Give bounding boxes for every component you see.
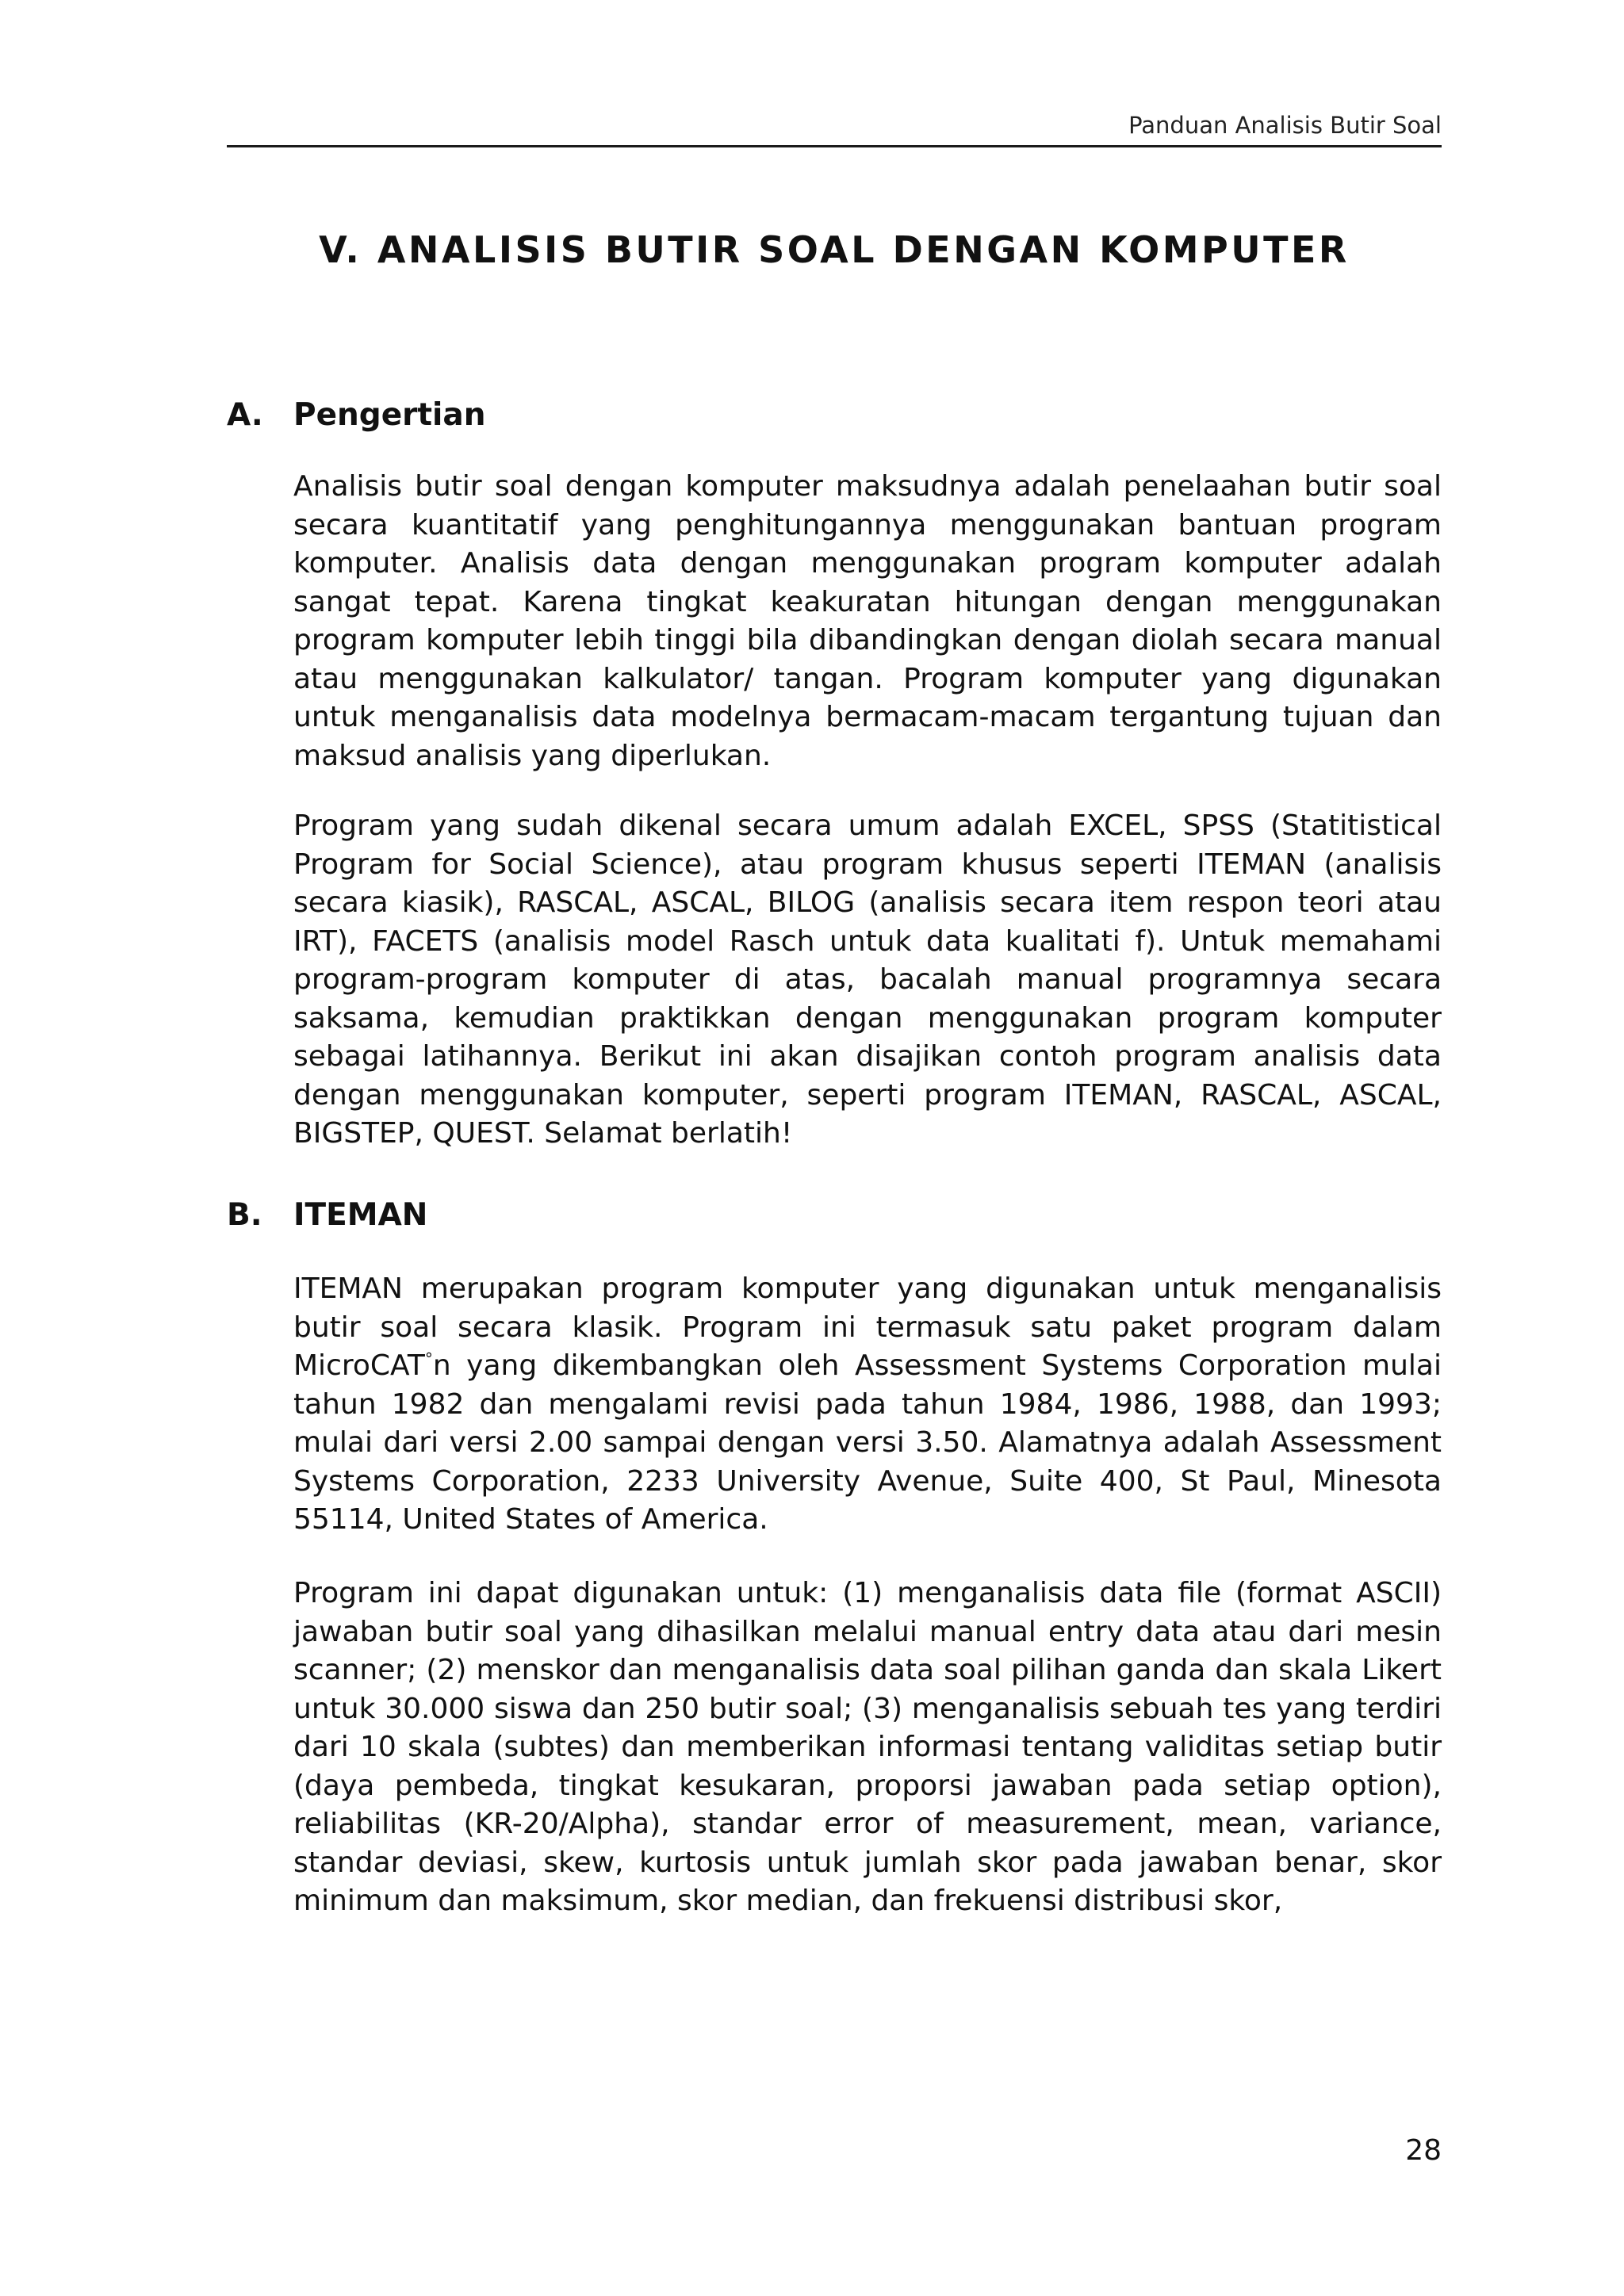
section-letter: B. [227,1197,262,1233]
paragraph-pengertian-2: Program yang sudah dikenal secara umum adalah EXCEL, SPSS (Statitistical Program for Social Science), atau program khusus seperti ITEMAN (analisis secara kiasik), RASCAL, ASCAL, BILOG (analisis secara item respon teori atau IRT), FACETS (analisis model Rasch untuk data kualitati f). Untuk memahami program-program komputer di atas, bacalah manual programnya secara saksama, kemudian praktikkan dengan menggunakan program komputer sebagai latihannya. Berikut ini akan disajikan contoh program analisis data dengan menggunakan komputer, seperti program ITEMAN, RASCAL, ASCAL, BIGSTEP, QUEST. Selamat berlatih! [293,809,1442,1150]
paragraph-text: ITEMAN merupakan program komputer yang digunakan untuk menganalisis butir soal secara klasik. Program ini termasuk satu paket program dalam MicroCAT [293,1272,1442,1382]
section-title: Pengertian [293,397,486,433]
chapter-title: V. ANALISIS BUTIR SOAL DENGAN KOMPUTER [319,228,1350,271]
page-number: 28 [1405,2134,1442,2167]
paragraph-iteman-1 [293,1270,1442,1540]
superscript-mark: ° [424,1349,433,1368]
paragraph-pengertian-1: Analisis butir soal dengan komputer maksudnya adalah penelaahan butir soal secara kuantitatif yang penghitungannya menggunakan bantuan program komputer. Analisis data dengan menggunakan program komputer adalah sangat tepat. Karena tingkat keakuratan hitungan dengan menggunakan program komputer lebih tinggi bila dibandingkan dengan diolah secara manual atau menggunakan kalkulator/ tangan. Program komputer yang digunakan untuk menganalisis data modelnya bermacam-macam tergantung tujuan dan maksud analisis yang diperlukan. [293,470,1442,772]
paragraph-text: n yang dikembangkan oleh Assessment Systems Corporation mulai tahun 1982 dan mengalami revisi pada tahun 1984, 1986, 1988, dan 1993; mulai dari versi 2.00 sampai dengan versi 3.50. Alamatnya adalah Assessment Systems Corporation, 2233 University Avenue, Suite 400, St Paul, Minesota 55114, United States of America. [293,1349,1442,1536]
paragraph-iteman-2: Program ini dapat digunakan untuk: (1) menganalisis data file (format ASCII) jawaban butir soal yang dihasilkan melalui manual entry data atau dari mesin scanner; (2) menskor dan menganalisis data soal pilihan ganda dan skala Likert untuk 30.000 siswa dan 250 butir soal; (3) menganalisis sebuah tes yang terdiri dari 10 skala (subtes) dan memberikan informasi tentang validitas setiap butir (daya pembeda, tingkat kesukaran, proporsi jawaban pada setiap option), reliabilitas (KR-20/Alpha), standar error of measurement, mean, variance, standar deviasi, skew, kurtosis untuk jumlah skor pada jawaban benar, skor minimum dan maksimum, skor median, dan frekuensi distribusi skor, [293,1577,1442,1917]
running-header-title: Panduan Analisis Butir Soal [1128,112,1442,139]
section-heading-iteman [227,1192,427,1239]
section-heading-pengertian [227,392,486,439]
section-title: ITEMAN [293,1197,428,1233]
header-rule [227,145,1442,147]
section-letter: A. [227,397,263,433]
